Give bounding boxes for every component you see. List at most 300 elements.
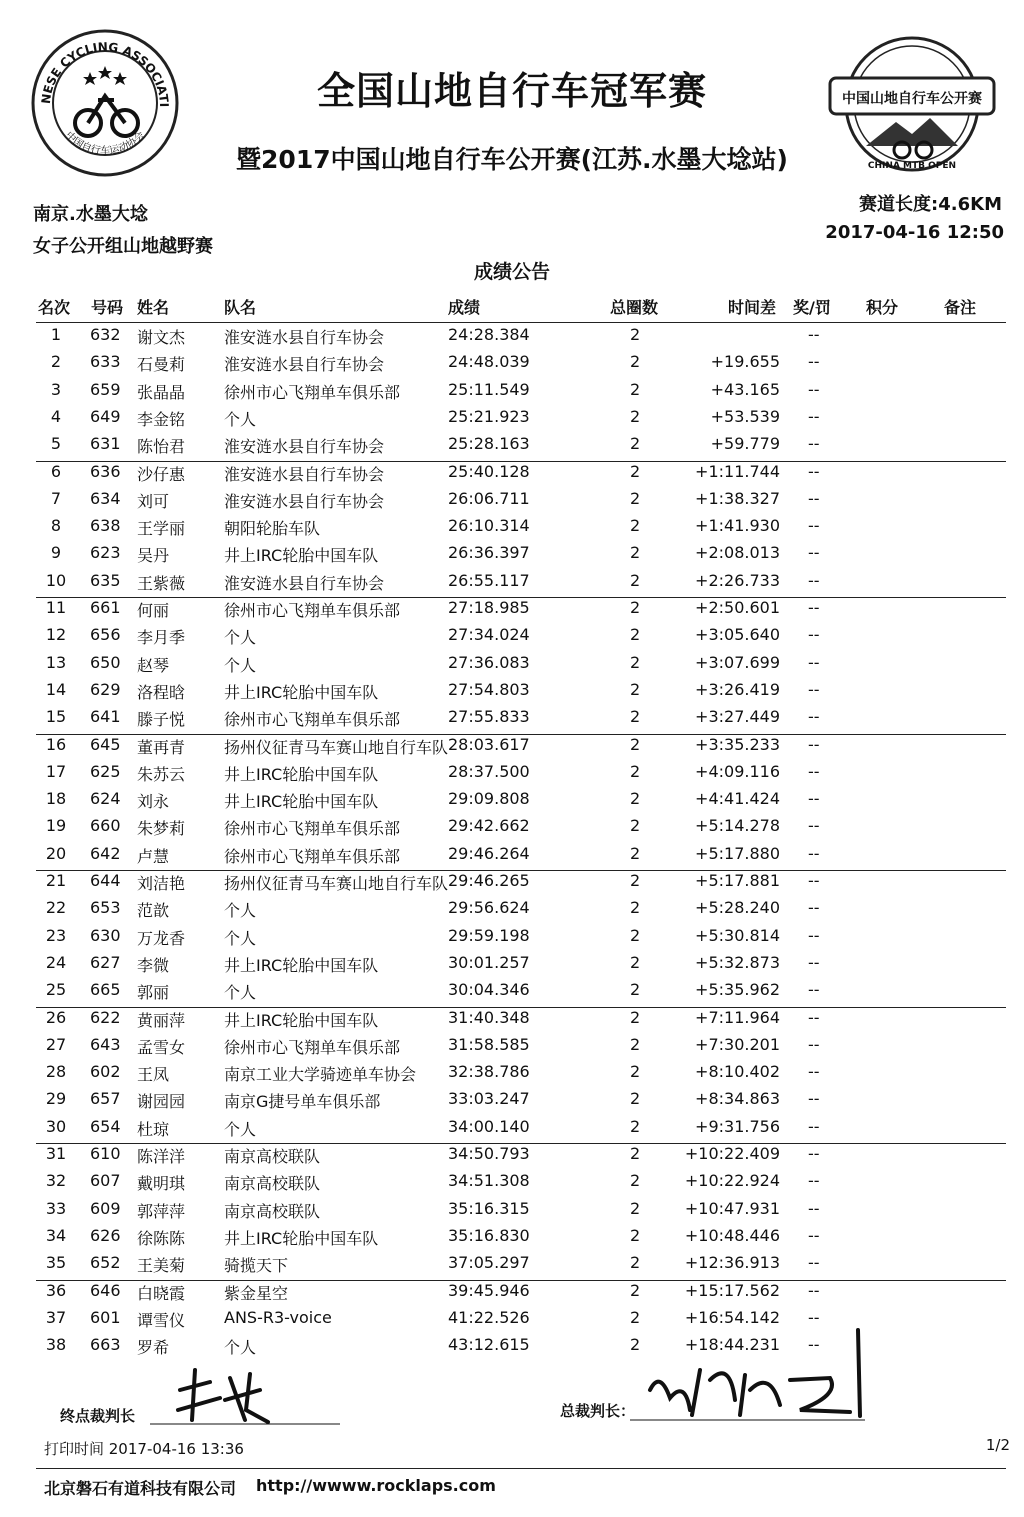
cell-name: 陈怡君 — [137, 437, 186, 457]
cell-gap: +3:35.233 — [695, 734, 780, 754]
cell-gap: +3:05.640 — [695, 625, 780, 645]
cell-laps: 2 — [630, 679, 641, 699]
cell-gap: +3:27.449 — [695, 707, 780, 727]
cell-time: 39:45.946 — [448, 1280, 530, 1300]
cell-team: 徐州市心飞翔单车俱乐部 — [224, 710, 401, 730]
cell-rank: 23 — [45, 925, 67, 945]
cell-team: 南京高校联队 — [224, 1147, 321, 1166]
table-row — [0, 407, 1024, 434]
cell-laps: 2 — [630, 843, 641, 863]
cell-team: 井上IRC轮胎中国车队 — [224, 955, 379, 975]
table-row — [0, 434, 1024, 461]
cell-penalty: -- — [808, 1007, 820, 1027]
table-row — [0, 489, 1024, 516]
finish-judge-label: 终点裁判长 — [60, 1407, 136, 1425]
cell-name: 董再青 — [137, 737, 186, 757]
cell-laps: 2 — [630, 816, 641, 836]
cell-gap: +5:35.962 — [695, 980, 780, 1000]
cell-bib: 660 — [90, 816, 121, 836]
cell-bib: 652 — [90, 1253, 121, 1273]
cell-time: 34:00.140 — [448, 1116, 530, 1136]
cell-team: 徐州市心飞翔单车俱乐部 — [224, 819, 401, 839]
table-row — [0, 680, 1024, 707]
cell-laps: 2 — [630, 789, 641, 809]
table-row — [0, 735, 1024, 762]
cell-bib: 630 — [90, 925, 121, 945]
table-row — [0, 1226, 1024, 1253]
cell-bib: 643 — [90, 1034, 121, 1054]
cell-gap: +4:09.116 — [695, 761, 780, 781]
course-length: 赛道长度:4.6KM — [859, 194, 1002, 215]
cell-time: 24:28.384 — [448, 325, 530, 344]
cell-rank: 12 — [45, 625, 67, 645]
cell-team: 井上IRC轮胎中国车队 — [224, 1228, 379, 1248]
chief-judge-label: 总裁判长： — [560, 1402, 636, 1420]
cell-laps: 2 — [630, 543, 641, 563]
cell-team: 徐州市心飞翔单车俱乐部 — [224, 846, 401, 866]
table-row — [0, 926, 1024, 953]
cell-name: 白晓霞 — [137, 1283, 186, 1303]
cell-bib: 635 — [90, 570, 121, 590]
cell-gap: +7:11.964 — [695, 1007, 780, 1027]
cell-name: 杜琼 — [137, 1119, 170, 1139]
cell-time: 30:04.346 — [448, 980, 530, 1000]
cell-team: 骑揽天下 — [224, 1256, 289, 1276]
cell-bib: 627 — [90, 952, 121, 972]
cell-bib: 665 — [90, 980, 121, 1000]
cell-team: 徐州市心飞翔单车俱乐部 — [224, 382, 401, 402]
cell-name: 张晶晶 — [137, 382, 186, 402]
cell-rank: 37 — [45, 1307, 67, 1327]
cell-time: 26:36.397 — [448, 543, 530, 563]
cell-team: 淮安涟水县自行车协会 — [224, 573, 385, 593]
header-gap: 时间差 — [728, 298, 777, 317]
cell-name: 王学丽 — [137, 519, 186, 539]
cell-team: 井上IRC轮胎中国车队 — [224, 682, 379, 702]
cell-laps: 2 — [630, 1034, 641, 1054]
cell-gap: +3:07.699 — [695, 652, 780, 672]
cell-time: 32:38.786 — [448, 1062, 530, 1082]
cell-penalty: -- — [808, 980, 820, 1000]
cell-gap: +5:17.880 — [695, 843, 780, 863]
cell-name: 刘洁艳 — [137, 874, 186, 893]
cell-penalty: -- — [808, 461, 820, 481]
cell-team: 个人 — [224, 1119, 257, 1139]
cell-bib: 623 — [90, 543, 121, 563]
cell-laps: 2 — [630, 352, 641, 372]
cell-laps: 2 — [630, 406, 641, 426]
cell-time: 35:16.830 — [448, 1225, 530, 1245]
cell-name: 徐陈陈 — [137, 1228, 186, 1248]
cell-rank: 21 — [45, 871, 67, 890]
cell-time: 29:59.198 — [448, 925, 530, 945]
race-datetime: 2017-04-16 12:50 — [825, 222, 1004, 243]
cell-gap: +10:48.446 — [684, 1225, 780, 1245]
cell-bib: 663 — [90, 1335, 121, 1355]
cell-rank: 1 — [50, 325, 62, 344]
svg-text:中国山地自行车公开赛: 中国山地自行车公开赛 — [842, 91, 982, 107]
cell-name: 吴丹 — [137, 546, 170, 566]
cell-time: 37:05.297 — [448, 1253, 530, 1273]
table-row — [0, 844, 1024, 871]
cell-rank: 9 — [50, 543, 62, 563]
cell-time: 31:40.348 — [448, 1007, 530, 1027]
cell-team: 徐州市心飞翔单车俱乐部 — [224, 1037, 401, 1057]
cell-gap: +3:26.419 — [695, 679, 780, 699]
cell-bib: 624 — [90, 789, 121, 809]
cell-name: 沙仔惠 — [137, 464, 186, 484]
cell-penalty: -- — [808, 406, 820, 426]
cell-laps: 2 — [630, 1007, 641, 1027]
cell-gap: +53.539 — [710, 406, 780, 426]
cell-gap: +2:50.601 — [695, 598, 780, 617]
cell-penalty: -- — [808, 516, 820, 536]
cell-penalty: -- — [808, 543, 820, 563]
cell-penalty: -- — [808, 1225, 820, 1245]
cell-rank: 28 — [45, 1062, 67, 1082]
cell-rank: 32 — [45, 1171, 67, 1191]
cell-gap: +59.779 — [710, 434, 780, 454]
cell-name: 谢园园 — [137, 1092, 186, 1112]
cell-laps: 2 — [630, 1307, 641, 1327]
cell-gap: +43.165 — [710, 379, 780, 399]
cell-laps: 2 — [630, 379, 641, 399]
cell-gap: +10:22.924 — [684, 1171, 780, 1191]
cell-rank: 15 — [45, 707, 67, 727]
cell-laps: 2 — [630, 625, 641, 645]
cell-penalty: -- — [808, 952, 820, 972]
cell-team: 扬州仪征青马车赛山地自行车队 — [224, 874, 449, 893]
cell-time: 35:16.315 — [448, 1198, 530, 1218]
cell-time: 25:11.549 — [448, 379, 530, 399]
table-row — [0, 816, 1024, 843]
cell-penalty: -- — [808, 1062, 820, 1082]
table-row — [0, 1089, 1024, 1116]
cell-rank: 31 — [45, 1144, 67, 1163]
page-subtitle: 暨2017中国山地自行车公开赛(江苏.水墨大埝站) — [236, 145, 788, 174]
cell-penalty: -- — [808, 843, 820, 863]
cell-name: 王紫薇 — [137, 573, 186, 593]
cell-rank: 11 — [45, 598, 67, 617]
cell-rank: 33 — [45, 1198, 67, 1218]
cell-bib: 629 — [90, 679, 121, 699]
cell-bib: 625 — [90, 761, 121, 781]
header-team: 队名 — [224, 298, 257, 317]
cell-bib: 661 — [90, 598, 121, 617]
cell-time: 28:37.500 — [448, 761, 530, 781]
cell-penalty: -- — [808, 434, 820, 454]
svg-text:中国自行车运动协会: 中国自行车运动协会 — [63, 129, 147, 157]
table-row — [0, 325, 1024, 352]
logo-left-text: NESE CYCLING ASSOCIATI — [38, 39, 172, 108]
cell-time: 26:55.117 — [448, 570, 530, 590]
cell-penalty: -- — [808, 625, 820, 645]
cell-name: 黄丽萍 — [137, 1010, 186, 1030]
cell-gap: +2:26.733 — [695, 570, 780, 590]
cell-gap: +5:30.814 — [695, 925, 780, 945]
cell-time: 34:50.793 — [448, 1144, 530, 1163]
cell-rank: 2 — [50, 352, 62, 372]
cell-name: 罗希 — [137, 1338, 170, 1358]
cell-time: 29:09.808 — [448, 789, 530, 809]
cell-bib: 642 — [90, 843, 121, 863]
cell-name: 谢文杰 — [137, 328, 186, 347]
cell-laps: 2 — [630, 1225, 641, 1245]
cell-laps: 2 — [630, 1335, 641, 1355]
cell-team: 紫金星空 — [224, 1283, 289, 1303]
cell-bib: 601 — [90, 1307, 121, 1327]
cell-name: 滕子悦 — [137, 710, 186, 730]
cell-rank: 10 — [45, 570, 67, 590]
cell-bib: 657 — [90, 1089, 121, 1109]
cell-bib: 602 — [90, 1062, 121, 1082]
cell-laps: 2 — [630, 1280, 641, 1300]
cell-name: 卢慧 — [137, 846, 170, 866]
table-row — [0, 1281, 1024, 1308]
cell-time: 29:46.265 — [448, 871, 530, 890]
cell-team: 井上IRC轮胎中国车队 — [224, 764, 379, 784]
cell-rank: 36 — [45, 1280, 67, 1300]
header-name: 姓名 — [137, 298, 170, 317]
table-row — [0, 1035, 1024, 1062]
cell-team: 个人 — [224, 928, 257, 948]
cell-laps: 2 — [630, 1171, 641, 1191]
cell-penalty: -- — [808, 1144, 820, 1163]
cell-gap: +1:38.327 — [695, 488, 780, 508]
cell-bib: 645 — [90, 734, 121, 754]
cell-penalty: -- — [808, 1253, 820, 1273]
cell-laps: 2 — [630, 434, 641, 454]
cell-name: 万龙香 — [137, 928, 186, 948]
cell-time: 34:51.308 — [448, 1171, 530, 1191]
cell-rank: 26 — [45, 1007, 67, 1027]
cell-name: 李金铭 — [137, 409, 186, 429]
cell-team: 个人 — [224, 901, 257, 921]
cell-bib: 622 — [90, 1007, 121, 1027]
cell-name: 谭雪仪 — [137, 1310, 186, 1330]
cell-team: 淮安涟水县自行车协会 — [224, 464, 385, 484]
table-row — [0, 1008, 1024, 1035]
cell-gap: +1:41.930 — [695, 516, 780, 536]
cell-gap: +5:14.278 — [695, 816, 780, 836]
cell-penalty: -- — [808, 1034, 820, 1054]
cell-team: 个人 — [224, 983, 257, 1003]
cell-laps: 2 — [630, 734, 641, 754]
cell-penalty: -- — [808, 679, 820, 699]
cell-rank: 4 — [50, 406, 62, 426]
cell-rank: 3 — [50, 379, 62, 399]
cell-time: 25:21.923 — [448, 406, 530, 426]
cell-rank: 25 — [45, 980, 67, 1000]
table-row — [0, 980, 1024, 1007]
cell-penalty: -- — [808, 570, 820, 590]
cell-laps: 2 — [630, 1062, 641, 1082]
cell-name: 戴明琪 — [137, 1174, 186, 1194]
cell-laps: 2 — [630, 325, 641, 344]
table-row — [0, 598, 1024, 625]
cell-laps: 2 — [630, 1089, 641, 1109]
svg-text:CHINA MTB OPEN: CHINA MTB OPEN — [867, 161, 957, 171]
cell-team: 淮安涟水县自行车协会 — [224, 491, 385, 511]
table-row — [0, 871, 1024, 898]
cell-penalty: -- — [808, 761, 820, 781]
table-row — [0, 1117, 1024, 1144]
cell-rank: 13 — [45, 652, 67, 672]
table-row — [0, 380, 1024, 407]
cell-rank: 35 — [45, 1253, 67, 1273]
cell-time: 25:28.163 — [448, 434, 530, 454]
cell-team: 南京工业大学骑迹单车协会 — [224, 1065, 417, 1085]
cell-penalty: -- — [808, 325, 820, 344]
header-rank: 名次 — [38, 298, 71, 317]
header-bib: 号码 — [91, 298, 124, 317]
table-row — [0, 516, 1024, 543]
cell-name: 朱苏云 — [137, 764, 186, 784]
cell-name: 王美菊 — [137, 1256, 186, 1276]
cell-name: 刘永 — [137, 792, 170, 812]
finish-judge-signature — [150, 1360, 350, 1430]
cell-laps: 2 — [630, 1198, 641, 1218]
table-row — [0, 707, 1024, 734]
cell-laps: 2 — [630, 516, 641, 536]
cell-bib: 609 — [90, 1198, 121, 1218]
cell-penalty: -- — [808, 379, 820, 399]
table-row — [0, 653, 1024, 680]
cell-team: 井上IRC轮胎中国车队 — [224, 546, 379, 566]
cell-bib: 650 — [90, 652, 121, 672]
table-row — [0, 1144, 1024, 1171]
cell-bib: 656 — [90, 625, 121, 645]
cell-rank: 6 — [50, 461, 62, 481]
cell-rank: 14 — [45, 679, 67, 699]
cell-penalty: -- — [808, 734, 820, 754]
cell-name: 李微 — [137, 955, 170, 975]
cell-bib: 610 — [90, 1144, 121, 1163]
header-laps: 总圈数 — [610, 298, 659, 317]
table-row — [0, 571, 1024, 598]
company-name: 北京磐石有道科技有限公司 — [44, 1479, 237, 1498]
cell-bib: 631 — [90, 434, 121, 454]
cell-gap: +10:47.931 — [684, 1198, 780, 1218]
cell-rank: 29 — [45, 1089, 67, 1109]
cell-bib: 636 — [90, 461, 121, 481]
cell-rank: 27 — [45, 1034, 67, 1054]
cell-penalty: -- — [808, 598, 820, 617]
cell-bib: 626 — [90, 1225, 121, 1245]
cell-rank: 30 — [45, 1116, 67, 1136]
cell-name: 刘可 — [137, 491, 170, 511]
cell-team: 淮安涟水县自行车协会 — [224, 328, 385, 347]
cell-time: 29:56.624 — [448, 898, 530, 918]
cell-time: 27:55.833 — [448, 707, 530, 727]
cell-name: 石曼莉 — [137, 355, 186, 375]
table-row — [0, 543, 1024, 570]
cell-time: 29:46.264 — [448, 843, 530, 863]
cell-team: ANS-R3-voice — [224, 1307, 332, 1327]
cell-time: 26:06.711 — [448, 488, 530, 508]
table-row — [0, 789, 1024, 816]
cell-rank: 20 — [45, 843, 67, 863]
cell-rank: 16 — [45, 734, 67, 754]
cell-penalty: -- — [808, 871, 820, 890]
cell-name: 何丽 — [137, 601, 170, 620]
cell-penalty: -- — [808, 816, 820, 836]
cell-team: 南京高校联队 — [224, 1201, 321, 1221]
cell-penalty: -- — [808, 1198, 820, 1218]
event-name: 女子公开组山地越野赛 — [33, 236, 213, 257]
cell-penalty: -- — [808, 789, 820, 809]
cell-gap: +5:28.240 — [695, 898, 780, 918]
cell-laps: 2 — [630, 488, 641, 508]
cell-laps: 2 — [630, 1144, 641, 1163]
cell-time: 27:18.985 — [448, 598, 530, 617]
table-row — [0, 462, 1024, 489]
cell-team: 徐州市心飞翔单车俱乐部 — [224, 601, 401, 620]
company-url[interactable]: http://wwww.rocklaps.com — [256, 1476, 496, 1495]
header-penalty: 奖/罚 — [793, 298, 831, 317]
cell-time: 27:54.803 — [448, 679, 530, 699]
cell-team: 个人 — [224, 1338, 257, 1358]
cell-rank: 8 — [50, 516, 62, 536]
cell-team: 井上IRC轮胎中国车队 — [224, 1010, 379, 1030]
cell-penalty: -- — [808, 488, 820, 508]
cell-time: 41:22.526 — [448, 1307, 530, 1327]
cell-penalty: -- — [808, 925, 820, 945]
cell-laps: 2 — [630, 952, 641, 972]
cell-name: 郭丽 — [137, 983, 170, 1003]
cell-team: 南京高校联队 — [224, 1174, 321, 1194]
cell-time: 29:42.662 — [448, 816, 530, 836]
table-row — [0, 352, 1024, 379]
cell-gap: +15:17.562 — [684, 1280, 780, 1300]
chief-judge-signature — [630, 1320, 880, 1430]
cell-laps: 2 — [630, 707, 641, 727]
cell-penalty: -- — [808, 352, 820, 372]
cell-penalty: -- — [808, 1116, 820, 1136]
table-row — [0, 1199, 1024, 1226]
cell-bib: 633 — [90, 352, 121, 372]
cell-team: 个人 — [224, 628, 257, 648]
cell-bib: 659 — [90, 379, 121, 399]
cell-name: 王凤 — [137, 1065, 170, 1085]
cell-time: 27:34.024 — [448, 625, 530, 645]
cell-penalty: -- — [808, 707, 820, 727]
cell-team: 个人 — [224, 655, 257, 675]
table-row — [0, 1253, 1024, 1280]
cell-bib: 653 — [90, 898, 121, 918]
cell-gap: +5:32.873 — [695, 952, 780, 972]
cell-name: 赵琴 — [137, 655, 170, 675]
table-row — [0, 625, 1024, 652]
cell-gap: +8:34.863 — [695, 1089, 780, 1109]
cell-team: 朝阳轮胎车队 — [224, 519, 321, 539]
table-row — [0, 898, 1024, 925]
cell-gap: +7:30.201 — [695, 1034, 780, 1054]
cell-name: 孟雪女 — [137, 1037, 186, 1057]
cell-laps: 2 — [630, 980, 641, 1000]
cell-bib: 644 — [90, 871, 121, 890]
cell-gap: +18:44.231 — [684, 1335, 780, 1355]
cell-penalty: -- — [808, 652, 820, 672]
cell-penalty: -- — [808, 1280, 820, 1300]
cell-name: 洛程晗 — [137, 682, 186, 702]
cell-gap: +1:11.744 — [695, 461, 780, 481]
cell-rank: 18 — [45, 789, 67, 809]
cell-gap: +8:10.402 — [695, 1062, 780, 1082]
cell-penalty: -- — [808, 1335, 820, 1355]
cell-time: 28:03.617 — [448, 734, 530, 754]
cell-gap: +4:41.424 — [695, 789, 780, 809]
